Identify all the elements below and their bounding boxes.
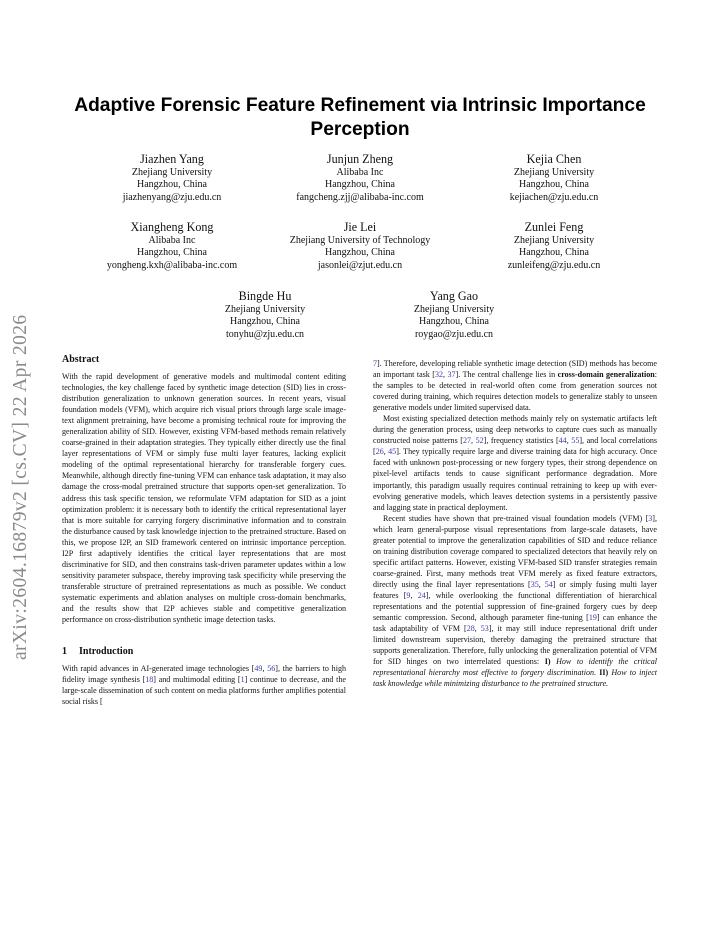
intro-paragraph-2 <box>373 413 657 512</box>
citation-link[interactable]: 7 <box>373 359 378 368</box>
citation-link[interactable]: 28 <box>466 624 475 634</box>
arxiv-identifier-stamp: arXiv:2604.16879v2 [cs.CV] 22 Apr 2026 <box>10 314 31 660</box>
right-column <box>373 358 657 689</box>
text-run: , <box>474 624 481 634</box>
text-run: , <box>410 590 418 600</box>
section-number: 1 <box>62 646 67 658</box>
author-name: Bingde Hu <box>238 289 292 303</box>
question-text: How to inject task knowledge while minimizing disturbance to the pretrained structure. <box>373 668 657 689</box>
author-name: Zunlei Feng <box>524 220 584 234</box>
author-email: jiazhenyang@zju.edu.cn <box>122 191 222 203</box>
citation-link[interactable]: 35 <box>530 579 539 589</box>
author-location: Hangzhou, China <box>325 179 395 191</box>
author-affiliation: Zhejiang University <box>224 304 306 315</box>
citation-link[interactable]: 53 <box>480 624 489 634</box>
author-name: Xiangheng Kong <box>130 220 214 234</box>
citation-link[interactable]: 27 <box>462 436 472 446</box>
author-block <box>439 220 669 272</box>
author-email: yongheng.kxh@alibaba-inc.com <box>106 259 238 271</box>
text-run: , <box>566 436 572 446</box>
introduction-heading <box>62 645 346 658</box>
citation-link[interactable]: 19 <box>588 613 597 623</box>
author-affiliation: Zhejiang University <box>513 167 595 178</box>
author-name: Yang Gao <box>429 289 479 303</box>
text-run: ] or simply fusing multi layer features [ <box>373 579 657 600</box>
citation-link[interactable]: 24 <box>417 590 426 600</box>
citation-link[interactable]: 55 <box>571 436 580 446</box>
author-email: zunleifeng@zju.edu.cn <box>507 259 601 271</box>
citation-link[interactable]: 32 <box>434 370 444 380</box>
citation-link[interactable]: 49 <box>254 664 263 674</box>
text-run: ], while overlooking the functional differentiation of hierarchical representations and the potential suppression of fine-grained forgery cues by deep semantic compression. Second, although parameter fine-tuning [ <box>373 590 657 623</box>
citation-link[interactable]: 44 <box>558 436 567 446</box>
author-email: tonyhu@zju.edu.cn <box>225 328 305 340</box>
author-location: Hangzhou, China <box>230 316 300 328</box>
author-location: Hangzhou, China <box>137 247 207 259</box>
text-run: ] can enhance the task adaptability of VFM [ <box>373 613 657 634</box>
author-name: Kejia Chen <box>526 152 582 166</box>
author-email: roygao@zju.edu.cn <box>414 328 494 340</box>
abstract-text: With the rapid development of generative models and multimodal content editing technologies, the key challenge faced by synthetic image detection (SID) lies in cross-distribution generalization to unknown generation sources. In recent years, visual foundation models (VFM), which acquire rich visual priors through large scale image-text alignment pretraining, have become a promising technical route for improving the generalization ability of SID. However, existing VFM-based methods remain relatively coarse-grained in their adaptation strategies. They typically either directly use the final layer representations of VFM or simply fuse multi layer features, lacking explicit modeling of the optimal representational hierarchy for transferable forgery cues. Meanwhile, although directly fine-tuning VFM can enhance task adaptation, it may also damage the cross-modal pretrained structure that supports open-set generalization. To address this task specific tension, we reformulate VFM adaptation for SID as a joint optimization problem: it is necessary both to identify the critical representational layer that is more suitable for carrying forgery discriminative information and to constrain the disturbance caused by task knowledge injection to the pretrained structure. Based on this, we propose I2P, an SID framework centered on intrinsic importance perception. I2P first adaptively identifies the critical layer representations that are most discriminative for SID, and then constrains task-driven parameter updates within a low sensitivity parameter subspace, thereby improving task specificity while preserving the transferable structure of pretrained representations as much as possible. We conduct systematic experiments and ablation analyses on multiple cross-domain benchmarks, and the results show that I2P achieves stable and competitive generalization performance on cross-distribution synthetic image detection tasks. <box>62 372 347 625</box>
citation-link[interactable]: 54 <box>544 579 553 589</box>
author-location: Hangzhou, China <box>519 179 589 191</box>
text-run: ], it may still induce representational drift under limited downstream supervision, thereby damaging the pretrained structure that supports generalization. Therefore, fully unlocking the generalization potential of VFM for SID hinges on two interrelated questions: <box>373 624 657 667</box>
author-affiliation: Zhejiang University <box>513 235 595 246</box>
text-run: , <box>471 436 476 446</box>
text-run: , <box>262 664 268 674</box>
citation-link[interactable]: 37 <box>447 370 456 380</box>
text-run: Recent studies have shown that pre-trained visual foundation models (VFM) [ <box>383 513 649 523</box>
author-affiliation: Zhejiang University <box>413 304 495 315</box>
author-email: kejiachen@zju.edu.cn <box>509 191 599 203</box>
author-location: Hangzhou, China <box>419 316 489 328</box>
intro-paragraph-3 <box>373 513 657 690</box>
author-name: Jie Lei <box>343 220 377 234</box>
text-run: ], which learn general-purpose visual representations from large-scale datasets, have greater potential to improve the generalization capabilities of SID and reduce reliance on training distribution coverage compared to specialized detectors that heavily rely on specific artifact patterns. However, existing VFM-based SID transfer strategies remain coarse-grained. First, many methods treat VFM merely as fixed feature extractors, directly using the final layer representations [ <box>373 513 657 589</box>
question-label: I) <box>544 657 551 667</box>
text-run: ], and local correlations [ <box>373 436 658 457</box>
paper-title: Adaptive Forensic Feature Refinement via Intrinsic Importance Perception <box>74 95 646 140</box>
section-title: Introduction <box>79 646 134 658</box>
text-run: ]. They typically require large and diverse training data for high accuracy. Once faced with unknown post-processing or new forgery types, their strong dependence on pixel-level artifacts tends to cause significant performance degradation. More importantly, this paradigm usually requires continual retraining to keep up with ever-evolving generative models, which leaves detection systems in a persistently passive and lagging state in practical deployment. <box>373 447 658 512</box>
author-email: fangcheng.zjj@alibaba-inc.com <box>296 191 424 203</box>
author-email: jasonlei@zjut.edu.cn <box>317 259 403 271</box>
citation-link[interactable]: 52 <box>475 436 484 446</box>
text-run: With rapid advances in AI-generated image technologies [ <box>62 664 255 674</box>
emphasis-text: cross-domain generalization <box>557 370 655 380</box>
author-block <box>339 289 569 341</box>
author-block <box>439 152 669 204</box>
text-run: , <box>443 370 448 380</box>
author-affiliation: Zhejiang University of Technology <box>289 235 431 246</box>
citation-link[interactable]: 18 <box>145 675 154 685</box>
text-run: Most existing specialized detection methods mainly rely on systematic artifacts left during the generation process, using deep networks to capture cues such as manually constructed noise patterns [ <box>373 414 657 446</box>
question-text: How to identify the critical representational hierarchy most effective to forgery discrimination. <box>373 657 658 678</box>
author-location: Hangzhou, China <box>519 247 589 259</box>
text-run: ] continue to decrease, and the large-scale dissemination of such content on media platforms further amplifies potential social risks [ <box>62 675 346 707</box>
left-column <box>62 353 346 707</box>
text-run: , <box>538 579 545 589</box>
abstract-heading: Abstract <box>62 354 100 365</box>
author-affiliation: Alibaba Inc <box>148 235 196 246</box>
text-run: ], frequency statistics [ <box>483 436 559 446</box>
citation-link[interactable]: 56 <box>267 664 276 674</box>
author-affiliation: Alibaba Inc <box>336 167 384 178</box>
author-location: Hangzhou, China <box>137 179 207 191</box>
author-name: Jiazhen Yang <box>140 152 204 166</box>
author-affiliation: Zhejiang University <box>131 167 213 178</box>
citation-link[interactable]: 26 <box>375 447 384 457</box>
text-run: : the samples to be detected in real-world often come from generation sources not covered during training, which requires detection models to generalize stably to unseen generative models under limited supervised data. <box>373 370 658 413</box>
text-run: ]. The central challenge lies in <box>455 370 558 380</box>
text-run: , <box>383 447 389 457</box>
intro-paragraph-1-start <box>62 663 346 707</box>
citation-link[interactable]: 1 <box>240 675 245 685</box>
citation-link[interactable]: 3 <box>648 513 653 523</box>
question-label: II) <box>599 668 609 678</box>
author-location: Hangzhou, China <box>325 247 395 259</box>
text-run: ], the barriers to high fidelity image synthesis [ <box>62 664 346 685</box>
intro-paragraph-1-continued <box>373 358 657 413</box>
text-run: ]. Therefore, developing reliable synthetic image detection (SID) methods has become an important task [ <box>373 359 657 380</box>
text-run: ] and multimodal editing [ <box>153 675 241 685</box>
author-name: Junjun Zheng <box>326 152 394 166</box>
citation-link[interactable]: 45 <box>388 447 397 457</box>
citation-link[interactable]: 9 <box>406 590 411 600</box>
